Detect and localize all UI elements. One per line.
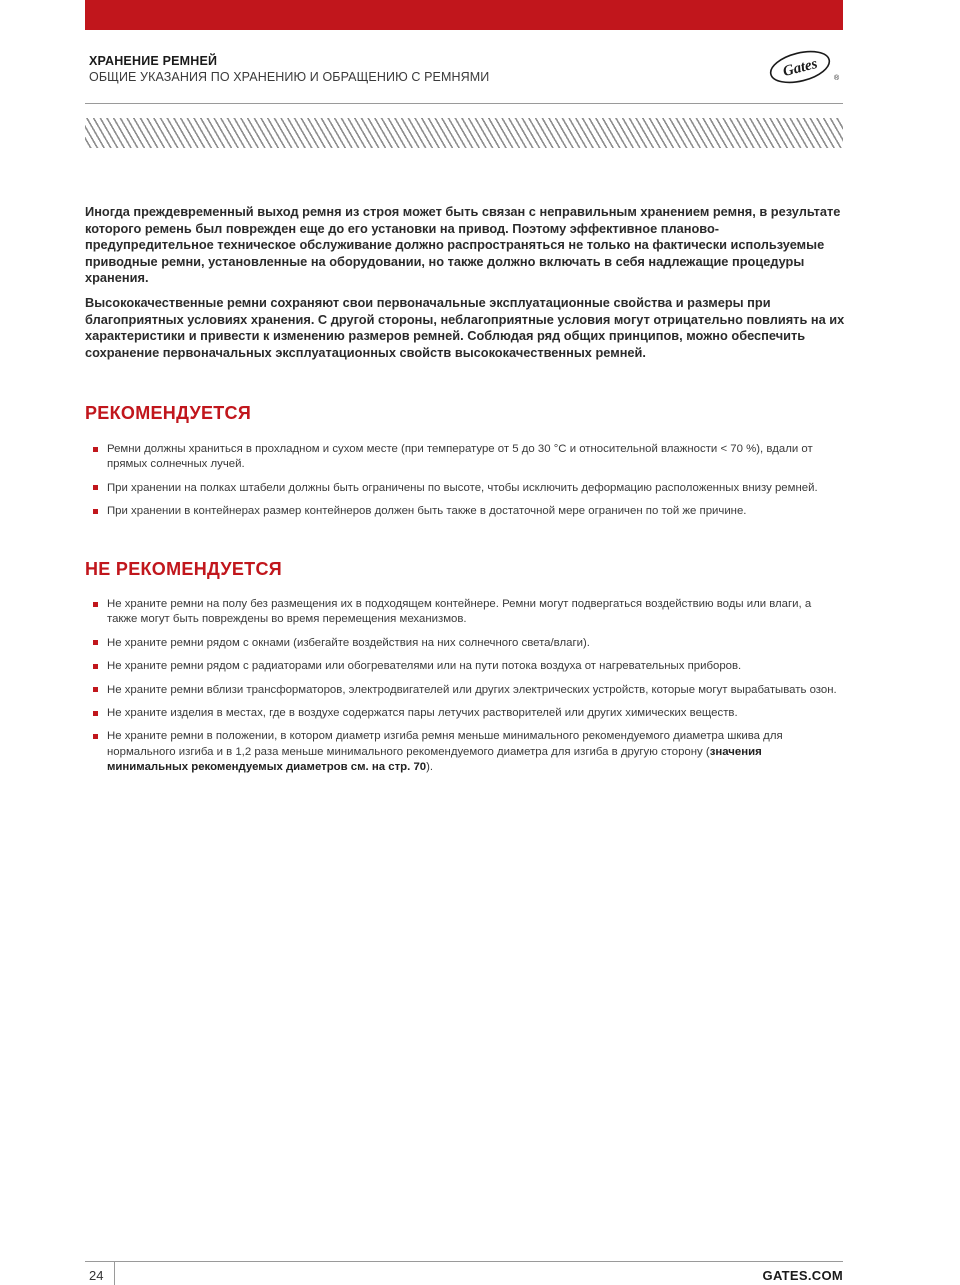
- footer-tick: [114, 1262, 115, 1285]
- list-item: [93, 636, 838, 651]
- list-item: [93, 597, 838, 628]
- bullet-icon: [93, 664, 98, 669]
- list-item-text: Не храните ремни рядом с радиаторами или обогревателями или на пути потока воздуха от нагревательных приборов.: [107, 660, 742, 673]
- list-item-text: Не храните ремни рядом с окнами (избегайте воздействия на них солнечного света/влаги).: [107, 636, 590, 649]
- hatched-band: [85, 118, 843, 148]
- recommended-heading: РЕКОМЕНДУЕТСЯ: [85, 403, 252, 423]
- bullet-icon: [93, 602, 98, 607]
- list-item: [93, 659, 838, 674]
- intro-text: [85, 204, 845, 369]
- list-item: [93, 481, 838, 496]
- list-item-text: Ремни должны храниться в прохладном и сухом месте (при температуре от 5 до 30 °C и относительной влажности < 70 %), вдали от прямых солнечных лучей.: [107, 443, 813, 471]
- bullet-icon: [93, 447, 98, 452]
- footer-website: GATES.COM: [762, 1268, 843, 1283]
- list-item-text: При хранении в контейнерах размер контейнеров должен быть также в достаточной мере ограничен по той же причине.: [107, 505, 747, 518]
- list-item-text: Не храните ремни в положении, в котором диаметр изгиба ремня меньше минимального рекомендуемого диаметра шкива для нормального изгиба и в 1,2 раза меньше минимального рекомендуемого диаметра для изгиба в другую сторону (: [107, 730, 783, 758]
- header-title: ХРАНЕНИЕ РЕМНЕЙ: [89, 54, 218, 68]
- intro-paragraph-1: Иногда преждевременный выход ремня из строя может быть связан с неправильным хранением ремня, в результате которого ремень был поврежден еще до его установки на привод. Поэтому эффективное планово-предупредительное техническое обслуживание должно распространяться не только на фактически используемые приводные ремни, установленные на оборудовании, но также должно включать в себя надлежащие процедуры хранения.: [85, 204, 841, 286]
- not-recommended-list: [93, 597, 838, 776]
- not-recommended-heading: НЕ РЕКОМЕНДУЕТСЯ: [85, 559, 282, 579]
- recommended-list: [93, 442, 838, 520]
- list-item: [93, 683, 838, 698]
- bullet-icon: [93, 687, 98, 692]
- list-item: [93, 706, 838, 721]
- logo-text: Gates: [781, 55, 820, 80]
- list-item-text: Не храните изделия в местах, где в воздухе содержатся пары летучих растворителей или других химических веществ.: [107, 707, 738, 720]
- list-item-text: Не храните ремни вблизи трансформаторов, электродвигателей или других электрических устройств, которые могут вырабатывать озон.: [107, 683, 837, 696]
- header-subtitle: ОБЩИЕ УКАЗАНИЯ ПО ХРАНЕНИЮ И ОБРАЩЕНИЮ С РЕМНЯМИ: [89, 70, 490, 84]
- bullet-icon: [93, 509, 98, 514]
- registered-mark: ®: [834, 75, 840, 82]
- bullet-icon: [93, 640, 98, 645]
- list-item: [93, 504, 838, 519]
- header-divider: [85, 103, 843, 104]
- list-item: [93, 729, 838, 775]
- list-item-text: Не храните ремни на полу без размещения их в подходящем контейнере. Ремни могут подвергаться воздействию воды или влаги, а также могут быть повреждены во время перемещения механизмов.: [107, 598, 812, 626]
- list-item-text: При хранении на полках штабели должны быть ограничены по высоте, чтобы исключить деформацию расположенных внизу ремней.: [107, 481, 818, 494]
- footer-divider: [85, 1261, 843, 1262]
- bullet-icon: [93, 711, 98, 716]
- intro-paragraph-2: Высококачественные ремни сохраняют свои первоначальные эксплуатационные свойства и размеры при благоприятных условиях хранения. С другой стороны, неблагоприятные условия могут отрицательно повлиять на их характеристики и привести к изменению размеров ремней. Соблюдая ряд общих принципов, можно обеспечить сохранение первоначальных эксплуатационных свойств высококачественных ремней.: [85, 294, 845, 360]
- list-item-end: ).: [426, 761, 434, 774]
- page-header: [89, 54, 769, 84]
- page-reference: значения минимальных рекомендуемых диаметров см. на стр. 70: [107, 745, 762, 774]
- top-red-bar: [85, 0, 843, 30]
- bullet-icon: [93, 734, 98, 739]
- page-number: 24: [89, 1268, 104, 1283]
- bullet-icon: [93, 485, 98, 490]
- list-item: [93, 442, 838, 473]
- gates-logo: [768, 50, 844, 86]
